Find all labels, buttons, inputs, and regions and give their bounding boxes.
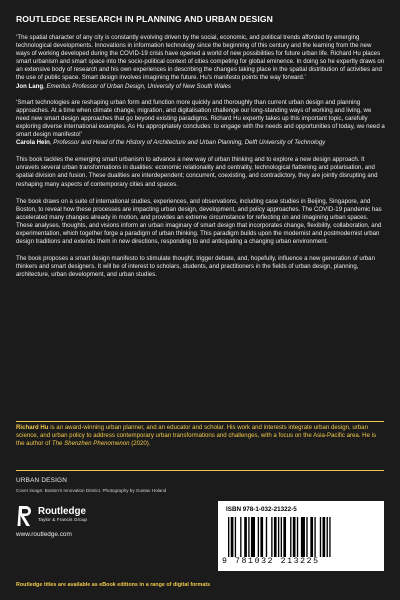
barcode-bar (283, 517, 286, 557)
barcode-bar (320, 517, 321, 557)
endorser-name: Jon Lang (16, 82, 44, 90)
barcode-bar (271, 517, 272, 557)
series-title: ROUTLEDGE RESEARCH IN PLANNING AND URBAN DESIGN (16, 14, 273, 24)
barcode-digits: 9 781032 213225 (222, 557, 320, 566)
barcode-bar (314, 517, 315, 557)
endorsement-attribution: Carola Hein, Professor and Head of the History of Architecture and Urban Planning, Delft University of Technology (16, 139, 326, 147)
barcode-bar (244, 517, 247, 557)
author-name: Richard Hu (16, 424, 49, 431)
barcode-bar (301, 517, 305, 557)
publisher-tagline: Taylor & Francis Group (38, 518, 88, 523)
endorser-name: Carola Hein (16, 139, 50, 147)
barcode-bars (228, 517, 374, 557)
barcode-bar (240, 517, 241, 557)
author-bio-text: is an award-winning urban planner, and an educator and scholar. His work and interests integrate urban design, urban science, and urban policy to address contemporary urban transformations and challenges, with a focus on the Asia-Pacific area. He is the author of (16, 424, 377, 448)
description-paragraph: The book draws on a suite of international studies, experiences, and observations, including case studies in Beijing, Singapore, and Boston, to reveal how these processes are impacting urban design, development, and policy approaches. The COVID-19 pandemic has accelerated many changes already in motion, and provides an extreme circumstance for reflecting on and imagining urban spaces. These analyses, thoughts, and visions inform an urban imaginary of smart design that incorporates change, flexibility, collaboration, and experimentation, which together forge a paradigm of urban thinking. This paradigm builds upon the modernist and postmodernist urban design traditions and extends them in new directions, responding to and anticipating a changing urban environment. (16, 197, 382, 246)
endorsement-attribution: Jon Lang, Emeritus Professor of Urban Design, University of New South Wales (16, 82, 231, 90)
author-bio (16, 424, 384, 448)
barcode-bar (281, 517, 282, 557)
cover-copy (16, 34, 386, 279)
barcode-bar (327, 517, 328, 557)
barcode-bar (290, 517, 291, 557)
barcode-bar (274, 517, 277, 557)
barcode-bar (258, 517, 259, 557)
barcode-bar (260, 517, 263, 557)
cover-image-credit: Cover image: Boston’s Innovation District. Photography by Gustav Holand (16, 488, 167, 493)
barcode-bar (251, 517, 255, 557)
barcode-bar (323, 517, 326, 557)
divider (16, 470, 384, 471)
barcode-bar (231, 517, 234, 557)
barcode-bar (235, 517, 236, 557)
barcode-bar (329, 517, 330, 557)
description-paragraph: This book tackles the emerging smart urbanism to advance a new way of urban thinking and to explore a new design approach. It unravels several urban transformations in dualities: economic relationality and centrality, technological flattening and polarisation, and spatial division and fusion. These dualities are interdependent; concurrent, coexisting, and contradictory, they are jointly disrupting and reshaping many aspects of contemporary cities and spaces. (16, 156, 378, 188)
endorser-affiliation: Emeritus Professor of Urban Design, University of New South Wales (46, 82, 231, 90)
barcode-bar (228, 517, 229, 557)
ebook-note: Routledge titles are available as eBook editions in a range of digital formats (16, 582, 211, 588)
barcode-bar (278, 517, 279, 557)
isbn-barcode (218, 501, 384, 571)
subject-category: URBAN DESIGN (16, 477, 68, 484)
barcode-bar (297, 517, 298, 557)
endorser-affiliation: Professor and Head of the History of Architecture and Urban Planning, Delft University of Technology (53, 139, 326, 147)
author-book-title: The Shenzhen Phenomenon (51, 440, 130, 448)
endorsement-quote: ‘Smart technologies are reshaping urban form and function more quickly and thoroughly than current urban design and planning approaches. At a time when climate change, migration, and digitalisation challenge our long-standing ways of working and living, we need new smart design approaches that go beyond existing paradigms. Richard Hu expertly takes up this important topic, carefully exploring diverse international examples. As Hu appropriately concludes: to engage with the needs and opportunities of today, we need a smart design manifesto!’ (16, 98, 385, 139)
barcode-bar (248, 517, 249, 557)
barcode-bar (266, 517, 267, 557)
barcode-bar (310, 517, 313, 557)
routledge-r-icon (16, 504, 35, 528)
publisher-name: Routledge (38, 506, 86, 517)
endorsement-1 (16, 34, 386, 91)
publisher-website: www.routledge.com (16, 531, 72, 538)
endorsement-2 (16, 99, 386, 148)
endorsement-quote: ‘The spatial character of any city is constantly evolving driven by the social, economic, and political trends afforded by emerging technological developments. Innovations in information technology since the beginning of this century and the learning from the new ways of working developed during the COVID-19 crisis have opened a world of new possibilities for future urban life. Richard Hu places smart urbanism and smart space into the socio-political context of cities competing for global eminence. In doing so he expertly draws on an extensive body of research and his own experiences in describing the changes taking place in the spatial distribution of activities and the use of public space. Smart design involves imagining the future. Hu’s manifesto points the way forward.’ (16, 34, 385, 82)
barcode-bar (306, 517, 307, 557)
divider (16, 421, 384, 422)
publisher-logo (16, 504, 126, 544)
barcode-bar (293, 517, 296, 557)
isbn-number: ISBN 978-1-032-21322-5 (226, 506, 297, 513)
description-paragraph: The book proposes a smart design manifesto to stimulate thought, trigger debate, and, hopefully, influence a new generation of urban thinkers and smart designers. It will be of interest to scholars, students, and practitioners in the fields of urban design, planning, architecture, urban development, and urban studies. (16, 255, 375, 279)
author-book-year: (2020). (129, 440, 151, 448)
